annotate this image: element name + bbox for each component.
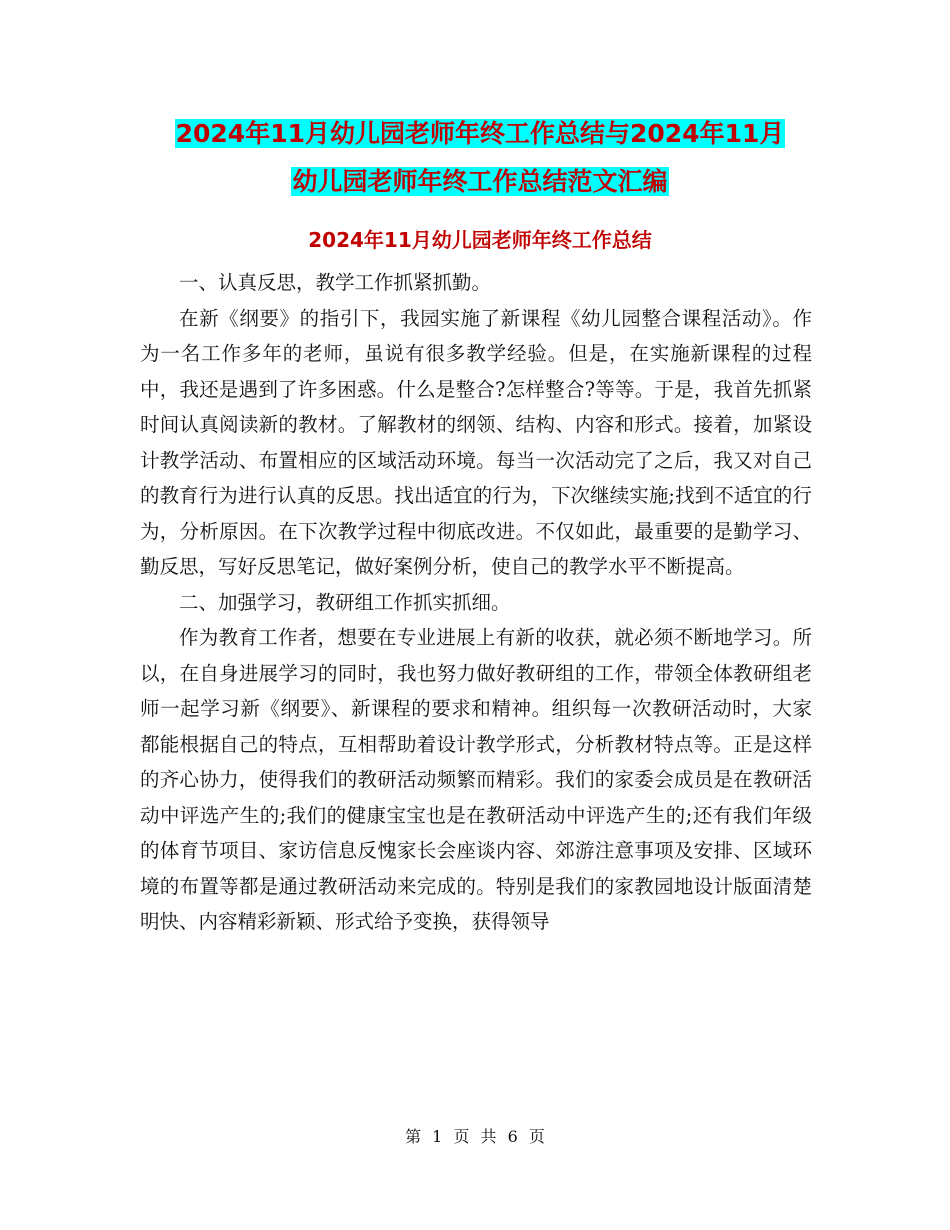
body-paragraph-1: 在新《纲要》的指引下，我园实施了新课程《幼儿园整合课程活动》。作为一名工作多年的老师，虽说有很多教学经验。但是，在实施新课程的过程中，我还是遇到了许多困惑。什么是整合?怎样整合?等等。于是，我首先抓紧时间认真阅读新的教材。了解教材的纲领、结构、内容和形式。接着，加紧设计教学活动、布置相应的区域活动环境。每当一次活动完了之后，我又对自己的教育行为进行认真的反思。找出适宜的行为，下次继续实施;找到不适宜的行为，分析原因。在下次教学过程中彻底改进。不仅如此，最重要的是勤学习、勤反思，写好反思笔记，做好案例分析，使自己的教学水平不断提高。 [140,306,812,578]
body-paragraph-2: 作为教育工作者，想要在专业进展上有新的收获，就必须不断地学习。所以，在自身进展学习的同时，我也努力做好教研组的工作，带领全体教研组老师一起学习新《纲要》、新课程的要求和精神。组织每一次教研活动时，大家都能根据自己的特点，互相帮助着设计教学形式，分析教材特点等。正是这样的齐心协力，使得我们的教研活动频繁而精彩。我们的家委会成员是在教研活动中评选产生的;我们的健康宝宝也是在教研活动中评选产生的;还有我们年级的体育节项目、家访信息反愧家长会座谈内容、郊游注意事项及安排、区域环境的布置等都是通过教研活动来完成的。特别是我们的家教园地设计版面清楚明快、内容精彩新颖、形式给予变换，获得领导 [140,626,812,933]
document-title-line-1: 2024年11月幼儿园老师年终工作总结与2024年11月 [175,119,785,148]
page-number-footer: 第 1 页 共 6 页 [405,1127,545,1146]
document-body [140,265,812,940]
section-heading-1: 一、认真反思，教学工作抓紧抓勤。 [179,271,492,294]
section-title: 2024年11月幼儿园老师年终工作总结 [308,228,652,252]
document-title-line-2: 幼儿园老师年终工作总结范文汇编 [292,167,668,196]
document-title [140,110,820,206]
section-heading-2: 二、加强学习，教研组工作抓实抓细。 [179,590,511,614]
